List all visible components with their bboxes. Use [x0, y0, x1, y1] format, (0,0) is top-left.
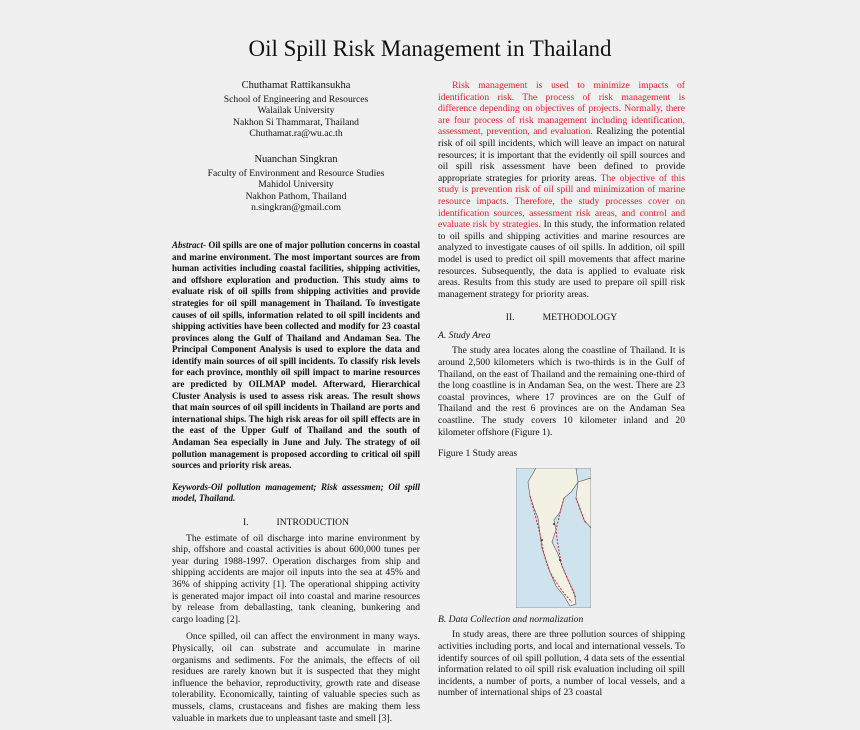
author-affiliation: School of Engineering and Resources — [223, 93, 369, 105]
intro-paragraph-2: Once spilled, oil can affect the environment in many ways. Physically, oil can substrate and accumulate in marine organisms and sediments. For the animals, the effects of oil residues are rarely known but it is suspected that they might influence the behavior, reproductivity, growth rate and disease tolerability. Economically, tainting of valuable species such as mussels, clams, crustaceans and fishes are making them less valuable in markets due to unpleasant taste and smell [3]. — [172, 631, 420, 724]
data-collection-paragraph: In study areas, there are three pollution sources of shipping activities including ports, and local and international vessels. To identify sources of oil spill pollution, 4 data sets of the essential information related to oil spill risk evaluation including oil spill incidents, a number of ports, a number of local vessels, and a number of international ships of 23 coastal — [438, 629, 685, 699]
figure-caption: Figure 1 Study areas — [438, 448, 518, 460]
author-name: Chuthamat Rattikansukha — [241, 80, 351, 91]
paper-title: Oil Spill Risk Management in Thailand — [248, 36, 612, 61]
intro-paragraph-1: The estimate of oil discharge into marine environment by ship, offshore and coastal activities is about 600,000 tunes per year during 1988-1997. Operation discharges from ship and shipping accidents are major oil inputs into the sea at 45% and 36% of shipping activity [1]. The operational shipping activity is generated major impact oil into coastal and marine resources by release from deballasting, tank cleaning, bunkering and cargo loading [2]. — [172, 532, 420, 625]
author-name: Nuanchan Singkran — [254, 153, 338, 165]
risk-management-paragraph — [438, 80, 685, 300]
author-affiliation: Faculty of Environment and Resource Studies — [207, 167, 385, 179]
section-heading-introduction — [172, 517, 420, 529]
section-title-initial: I — [276, 517, 280, 528]
body-text: Realizing the potential risk of oil spill incidents, which will leave an impact on natural resources; it is important that the evidently oil spill sources and oil spill risk assessment have been defined to provide appropriate strategies for priority areas. — [438, 126, 685, 184]
author-affiliation: Walailak University — [257, 105, 335, 117]
left-column — [172, 80, 420, 730]
subsection-heading-study-area: A. Study Area — [438, 329, 491, 341]
section-number: I. — [242, 517, 249, 528]
section-title-rest: NTRODUCTION — [279, 517, 350, 528]
author-email: Chuthamat.ra@wu.ac.th — [249, 128, 343, 140]
abstract — [172, 240, 420, 472]
author-block-2 — [172, 154, 420, 214]
author-affiliation: Nakhon Pathom, Thailand — [245, 190, 347, 202]
study-area-map — [516, 468, 591, 608]
right-column — [438, 80, 685, 705]
section-number: II. — [505, 312, 515, 324]
abstract-lead: Abstract- — [172, 239, 207, 250]
author-email: n.singkran@gmail.com — [251, 202, 341, 214]
highlighted-text: The objective of this study is prevention risk of oil spill and minimization of marine resource impacts. Therefore, the study processes cover on identification sources, assessment risk areas, and control and evaluate risk by strategies. — [438, 172, 685, 231]
body-text: In this study, the information related to oil spills and shipping activities and marine resources are analyzed to investigate causes of oil spills. In addition, oil spill model is used to predict oil spill movements that affect marine resources. Subsequently, the data is applied to evaluate risk areas. Results from this study are used to prepare oil spill risk management strategy for priority areas. — [438, 219, 686, 300]
section-title: METHODOLOGY — [542, 312, 618, 324]
keywords: Keywords-Oil pollution management; Risk assessmen; Oil spill model, Thailand. — [172, 481, 420, 504]
section-heading-methodology — [438, 312, 685, 324]
highlighted-text: Risk management is used to minimize impacts of identification risk. The process of risk management is difference depending on objectives of projects. Normally, there are four process of risk management including identification, assessment, prevention, and evaluation. — [438, 80, 685, 138]
author-block-1 — [172, 80, 420, 140]
study-area-paragraph: The study area locates along the coastline of Thailand. It is around 2,500 kilometers which is two-thirds is in the Gulf of Thailand, on the east of Thailand and the remaining one-third of the long coastline is in Andaman Sea, on the west. There are 23 coastal provinces, where 17 provinces are on the Gulf of Thailand and the rest 6 provinces are on the Andaman Sea coastline. The study covers 10 kilometer inland and 20 kilometer offshore (Figure 1). — [438, 345, 685, 438]
author-affiliation: Mahidol University — [258, 179, 334, 191]
author-affiliation: Nakhon Si Thammarat, Thailand — [233, 116, 359, 128]
subsection-heading-data-collection: B. Data Collection and normalization — [438, 613, 584, 625]
abstract-body: Oil spills are one of major pollution concerns in coastal and marine environment. The most important sources are from human activities including coastal facilities, shipping activities, and offshore exploration and production. This study aims to evaluate risk of oil spills from shipping activities and provide strategies for oil spill management in Thailand. To investigate causes of oil spills, information related to oil spill incidents and shipping activities have been collected and modify for 23 coastal provinces along the Gulf of Thailand and Andaman Sea. The Principal Component Analysis is used to explore the data and identify main sources of oil spill incidents. To classify risk levels for each province, monthly oil spill impact to marine resources are predicted by OILMAP model. Afterward, Hierarchical Cluster Analysis is used to assess risk areas. The result shows that main sources of oil spill incidents in Thailand are ports and international ships. The high risk areas for oil spill effects are in the east of the Upper Gulf of Thailand and the south of Andaman Sea especially in June and July. The strategy of oil pollution management is proposed according to critical oil spill sources and priority risk areas. — [172, 239, 420, 471]
